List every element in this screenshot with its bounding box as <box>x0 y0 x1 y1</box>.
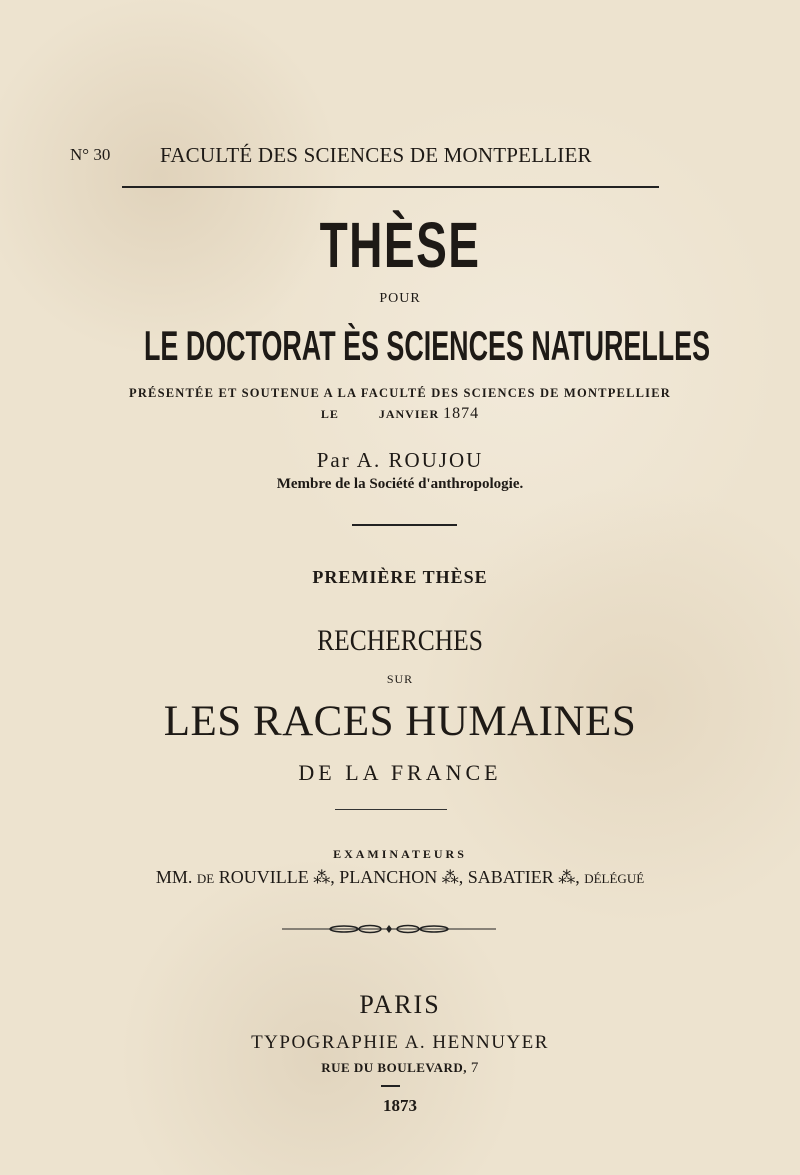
publisher-address: RUE DU BOULEVARD, <box>321 1060 468 1075</box>
header-rule <box>122 186 659 188</box>
publisher-address-line <box>0 1060 800 1077</box>
examiners-mm: MM. <box>155 867 193 887</box>
publication-year: 1873 <box>383 1096 417 1115</box>
publisher-city: PARIS <box>359 990 441 1019</box>
examiner-planchon: PLANCHON <box>339 867 438 887</box>
examiners-de: DE <box>196 871 215 886</box>
recherches-heading: RECHERCHES <box>317 624 483 657</box>
publisher-printer: TYPOGRAPHIE A. HENNUYER <box>251 1032 549 1053</box>
author-name: A. ROUJOU <box>356 448 484 472</box>
date-year: 1874 <box>443 405 480 422</box>
author-membership: Membre de la Société d'anthropologie. <box>276 476 524 492</box>
faculty-name: FACULTÉ DES SCIENCES DE MONTPELLIER <box>160 143 592 167</box>
cross-icon: ⁂ <box>313 868 331 887</box>
cross-icon: ⁂ <box>558 868 576 887</box>
presented-line: PRÉSENTÉE ET SOUTENUE A LA FACULTÉ DES SCIENCES DE MONTPELLIER <box>128 386 671 400</box>
thesis-number: N° 30 <box>70 145 111 164</box>
cross-icon: ⁂ <box>441 868 459 887</box>
section-rule <box>352 524 457 526</box>
year-rule <box>381 1085 400 1087</box>
ornament-divider-icon <box>282 922 496 936</box>
subject-title: LES RACES HUMAINES <box>163 698 637 745</box>
examiners-heading: EXAMINATEURS <box>333 847 467 861</box>
examiners-delegue: DÉLÉGUÉ <box>584 871 645 886</box>
premiere-these-label: PREMIÈRE THÈSE <box>312 567 488 587</box>
examiner-sabatier: SABATIER <box>467 867 554 887</box>
title-these: THÈSE <box>319 209 481 281</box>
date-month: JANVIER <box>378 407 440 421</box>
subject-subtitle: DE LA FRANCE <box>298 760 502 785</box>
author-par: Par <box>316 448 351 472</box>
subject-rule <box>335 809 447 810</box>
publisher-address-number: 7 <box>470 1060 479 1076</box>
degree-title: LE DOCTORAT ÈS SCIENCES NATURELLES <box>144 322 711 369</box>
header-row <box>0 143 800 173</box>
examiner-rouville: ROUVILLE <box>218 867 309 887</box>
examiners-line: MM. DE ROUVILLE ⁂, PLANCHON ⁂, SABATIER ⁂, DÉLÉGUÉ <box>155 867 645 887</box>
title-pour: POUR <box>379 291 421 306</box>
author-line <box>0 448 800 473</box>
date-line <box>0 405 800 423</box>
sur-word: SUR <box>386 672 414 686</box>
date-prefix: LE <box>320 407 339 421</box>
